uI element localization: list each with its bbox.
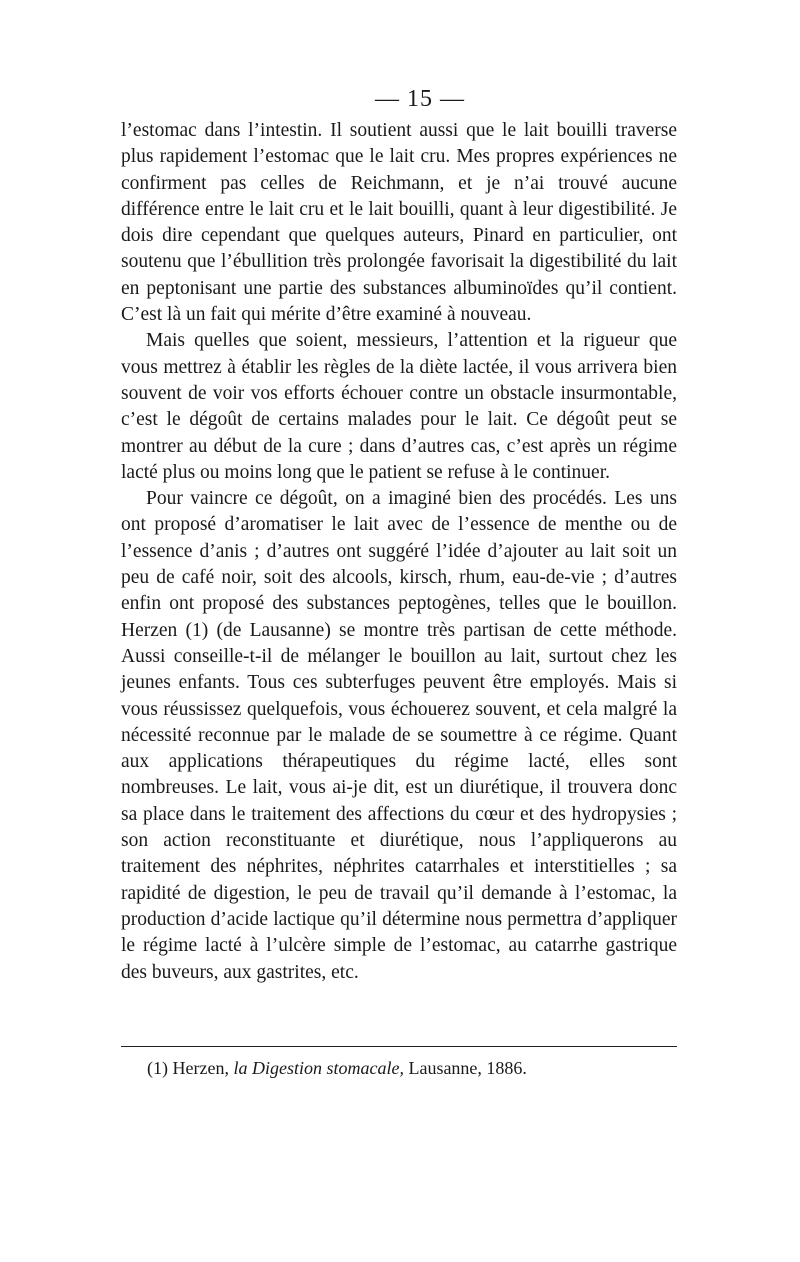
footnote-divider (121, 1046, 677, 1047)
footnote-place-date: Lausanne, 1886. (408, 1058, 527, 1078)
footnote-marker: (1) (147, 1058, 168, 1078)
paragraph-2: Mais quelles que soient, messieurs, l’attention et la rigueur que vous mettrez à établir les règles de la diète lactée, il vous arrivera bien souvent de voir vos efforts échouer contre un obstacle insurmontable, c’est le dégoût de certains malades pour le lait. Ce dégoût peut se montrer au début de la cure ; dans d’autres cas, c’est après un régime lacté plus ou moins long que le patient se refuse à le continuer. (121, 330, 677, 483)
footnote (147, 1056, 667, 1080)
footnote-author: Herzen, (172, 1058, 229, 1078)
page-number: — 15 — (375, 86, 465, 112)
body-text (121, 118, 677, 986)
footnote-title: la Digestion stomacale, (233, 1058, 404, 1078)
paragraph-1: l’estomac dans l’intestin. Il soutient aussi que le lait bouilli traverse plus rapidement l’estomac que le lait cru. Mes propres expériences ne confirment pas celles de Reichmann, et je n’ai trouvé aucune différence entre le lait cru et le lait bouilli, quant à leur digestibilité. Je dois dire cependant que quelques auteurs, Pinard en particulier, ont soutenu que l’ébullition très prolongée favorisait la digestibilité du lait en peptonisant une partie des substances albuminoïdes qu’il contient. C’est là un fait qui mérite d’être examiné à nouveau. (121, 120, 677, 326)
paragraph-3: Pour vaincre ce dégoût, on a imaginé bien des procédés. Les uns ont proposé d’aromatiser le lait avec de l’essence de menthe ou de l’essence d’anis ; d’autres ont suggéré l’idée d’ajouter au lait soit un peu de café noir, soit des alcools, kirsch, rhum, eau-de-vie ; d’autres enfin ont proposé des substances peptogènes, telles que le bouillon. Herzen (1) (de Lausanne) se montre très partisan de cette méthode. Aussi conseille-t-il de mélanger le bouillon au lait, surtout chez les jeunes enfants. Tous ces subterfuges peuvent être employés. Mais si vous réussissez quelquefois, vous échouerez souvent, et cela malgré la nécessité reconnue par le malade de se soumettre à ce régime. Quant aux applications thérapeutiques du régime lacté, elles sont nombreuses. Le lait, vous ai-je dit, est un diurétique, il trouvera donc sa place dans le traitement des affections du cœur et des hydropysies ; son action reconstituante et diurétique, nous l’appliquerons au traitement des néphrites, néphrites catarrhales et interstitielles ; sa rapidité de digestion, le peu de travail qu’il demande à l’estomac, la production d’acide lactique qu’il détermine nous permettra d’appliquer le régime lacté à l’ulcère simple de l’estomac, au catarrhe gastrique des buveurs, aux gastrites, etc. (121, 488, 677, 983)
